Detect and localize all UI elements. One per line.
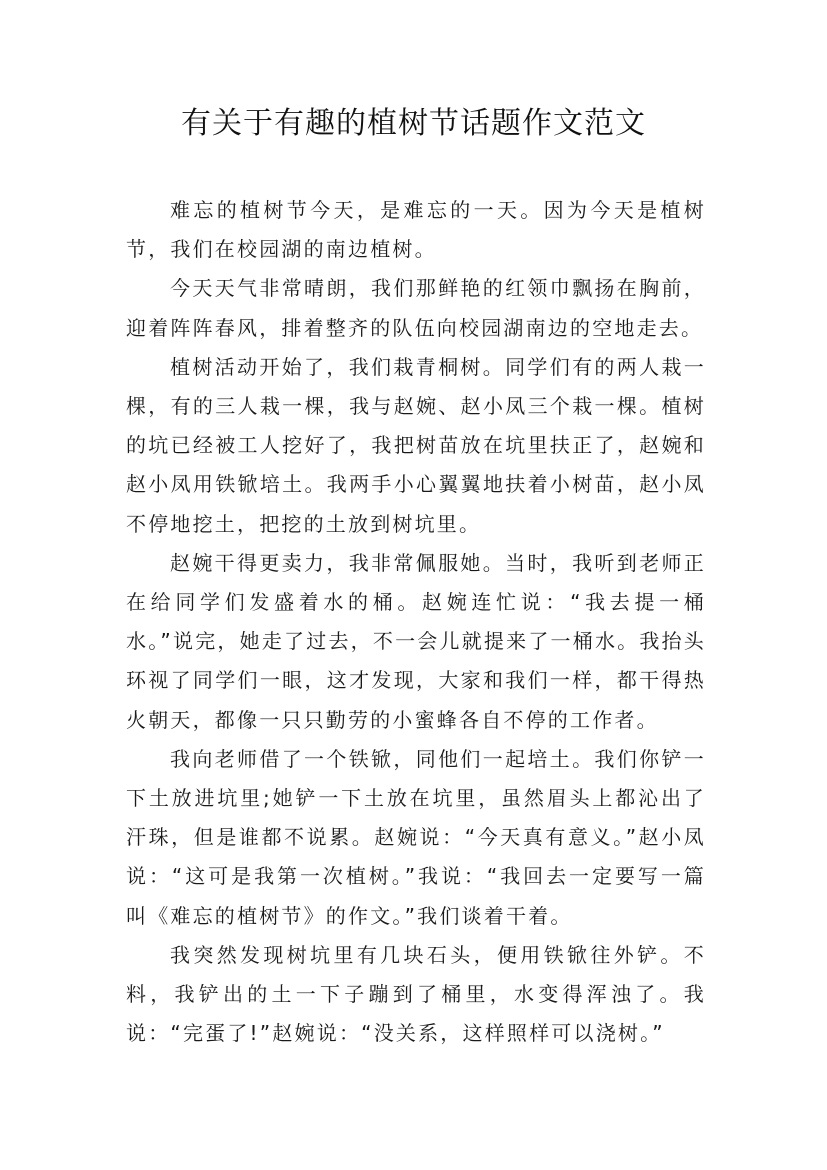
document-title: 有关于有趣的植树节话题作文范文 [181, 106, 646, 141]
document-body [126, 191, 706, 1053]
paragraph: 植树活动开始了，我们栽青桐树。同学们有的两人栽一棵，有的三人栽一棵，我与赵婉、赵小凤三个栽一棵。植树的坑已经被工人挖好了，我把树苗放在坑里扶正了，赵婉和赵小凤用铁锨培土。我两手小心翼翼地扶着小树苗，赵小凤不停地挖土，把挖的土放到树坑里。 [126, 354, 706, 536]
paragraph: 难忘的植树节今天，是难忘的一天。因为今天是植树节，我们在校园湖的南边植树。 [126, 198, 706, 262]
paragraph: 赵婉干得更卖力，我非常佩服她。当时，我听到老师正在给同学们发盛着水的桶。赵婉连忙说：“我去提一桶水。”说完，她走了过去，不一会儿就提来了一桶水。我抬头环视了同学们一眼，这才发现，大家和我们一样，都干得热火朝天，都像一只只勤劳的小蜜蜂各自不停的工作者。 [126, 550, 706, 732]
paragraph: 今天天气非常晴朗，我们那鲜艳的红领巾飘扬在胸前，迎着阵阵春风，排着整齐的队伍向校园湖南边的空地走去。 [126, 276, 706, 340]
paragraph: 我向老师借了一个铁锨，同他们一起培土。我们你铲一下土放进坑里;她铲一下土放在坑里，虽然眉头上都沁出了汗珠，但是谁都不说累。赵婉说：“今天真有意义。”赵小凤说：“这可是我第一次植树。”我说：“我回去一定要写一篇叫《难忘的植树节》的作文。”我们谈着干着。 [126, 746, 706, 928]
paragraph: 我突然发现树坑里有几块石头，便用铁锨往外铲。不料，我铲出的土一下子蹦到了桶里，水变得浑浊了。我说：“完蛋了!”赵婉说：“没关系，这样照样可以浇树。” [126, 942, 706, 1046]
